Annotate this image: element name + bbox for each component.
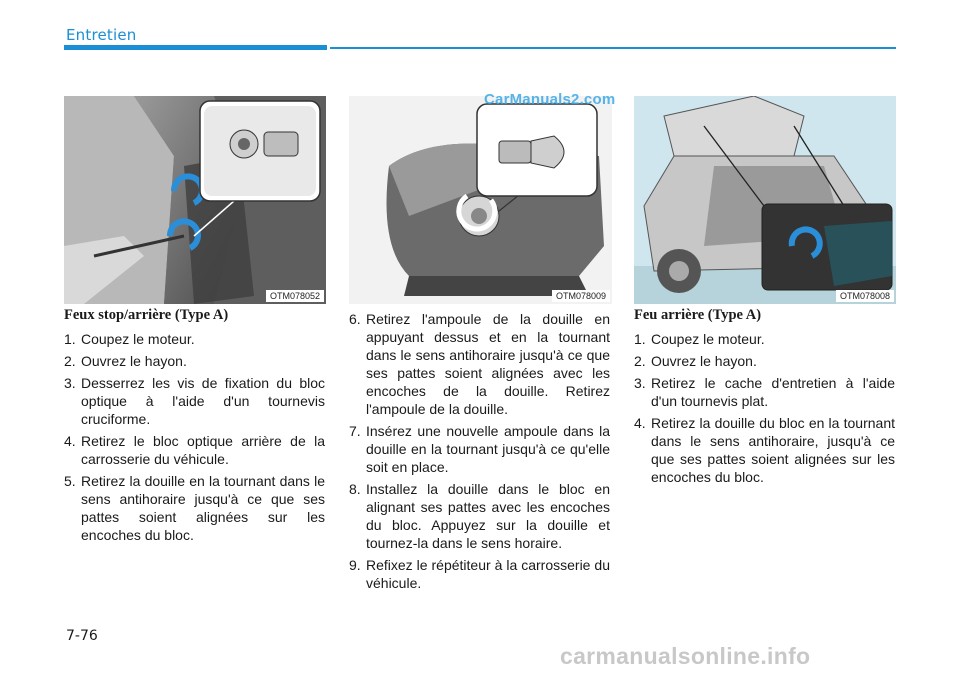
column-1: [64, 306, 325, 548]
figure-bulb-socket: [349, 96, 612, 304]
step-item: 2. Ouvrez le hayon.: [634, 353, 757, 369]
page-number: 7-76: [66, 628, 98, 644]
figure-tail-light-screws: [64, 96, 326, 304]
tail-light-illustration: [64, 96, 326, 304]
header-rule-thin: [330, 47, 896, 49]
section-heading: Feux stop/arrière (Type A): [64, 307, 229, 323]
step-item: 3. Desserrez les vis de fixation du bloc optique à l'aide d'un tournevis cruciforme.: [64, 375, 325, 427]
watermark-bottom: carmanualsonline.info: [560, 643, 811, 669]
step-item: 3. Retirez le cache d'entretien à l'aide d'un tournevis plat.: [634, 375, 895, 409]
step-item: 1. Coupez le moteur.: [64, 331, 195, 347]
figure-code: OTM078008: [836, 290, 894, 302]
section-title: Entretien: [66, 26, 137, 44]
tailgate-illustration: [634, 96, 896, 304]
watermark-top: CarManuals2.com: [484, 91, 616, 108]
step-item: 7. Insérez une nouvelle ampoule dans la douille en la tournant jusqu'à ce qu'elle soit en place.: [349, 423, 610, 475]
step-item: 1. Coupez le moteur.: [634, 331, 765, 347]
figure-code: OTM078052: [266, 290, 324, 302]
step-item: 6. Retirez l'ampoule de la douille en appuyant dessus et en la tournant dans le sens antihoraire jusqu'à ce que ses pattes soient alignées avec les encoches de la douille. Retirez l'ampoule de la douille.: [349, 311, 610, 417]
step-item: 2. Ouvrez le hayon.: [64, 353, 187, 369]
header-rule-thick: [64, 45, 327, 50]
step-item: 5. Retirez la douille en la tournant dans le sens antihoraire jusqu'à ce que ses pattes soient alignées sur les encoches du bloc.: [64, 473, 325, 543]
step-item: 4. Retirez le bloc optique arrière de la carrosserie du véhicule.: [64, 433, 325, 467]
section-heading: Feu arrière (Type A): [634, 307, 762, 323]
figure-service-cover: [634, 96, 896, 304]
step-item: 9. Refixez le répétiteur à la carrosserie du véhicule.: [349, 557, 610, 591]
column-2: [349, 310, 610, 596]
bulb-socket-illustration: [349, 96, 612, 304]
step-item: 4. Retirez la douille du bloc en la tournant dans le sens antihoraire, jusqu'à ce que ses pattes soient alignées sur les encoches du bloc.: [634, 415, 895, 485]
column-3: [634, 306, 895, 490]
figure-code: OTM078009: [552, 290, 610, 302]
step-item: 8. Installez la douille dans le bloc en alignant ses pattes avec les encoches du bloc. Appuyez sur la douille et tournez-la dans le sens horaire.: [349, 481, 610, 551]
